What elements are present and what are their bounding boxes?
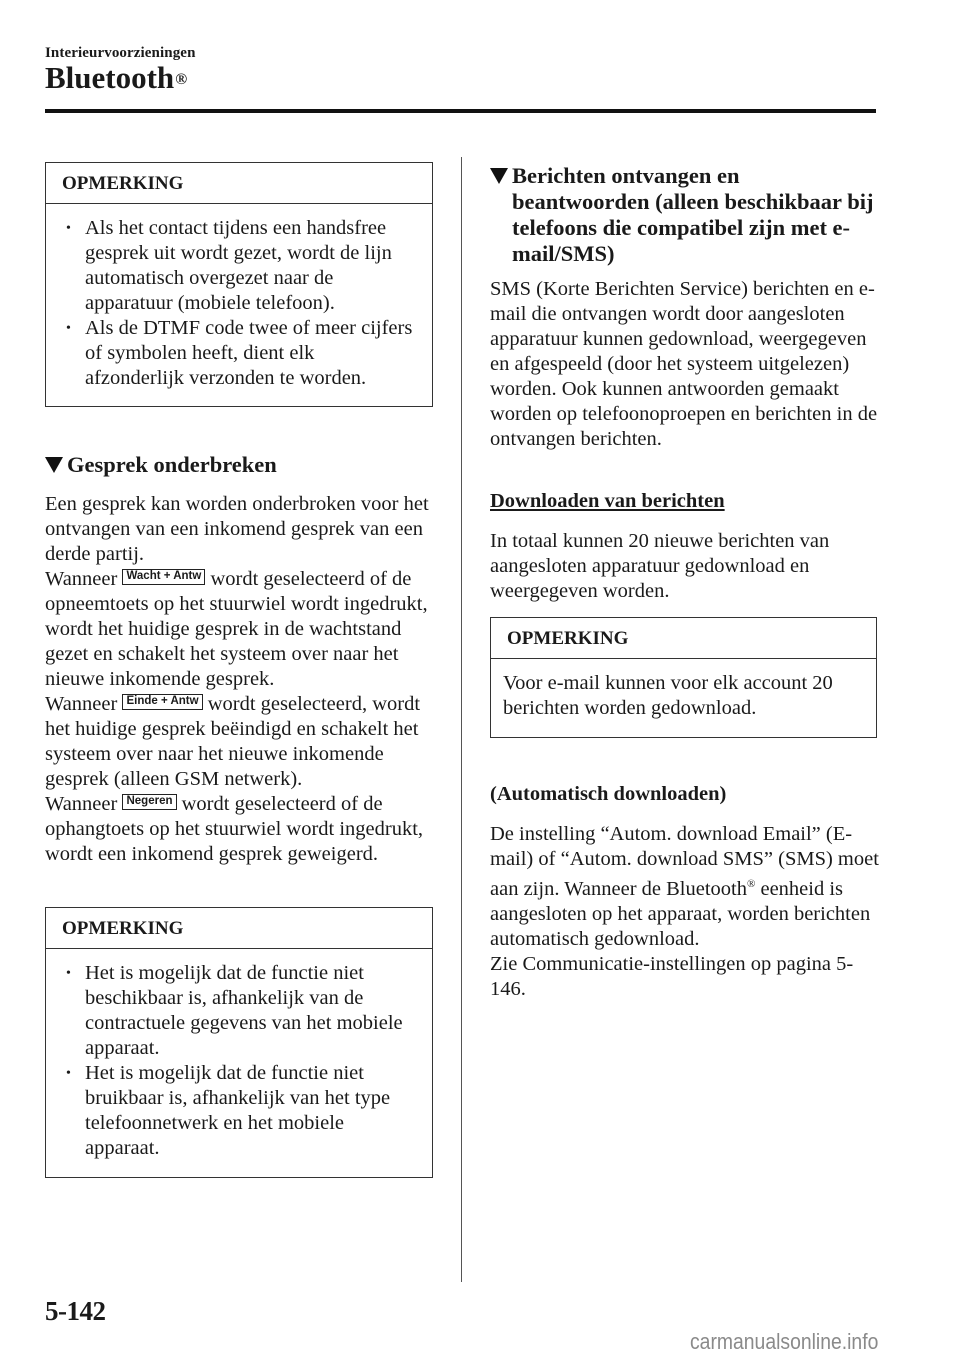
triangle-bullet-icon [490,168,508,184]
section-heading-call-waiting: Gesprek onderbreken [45,452,445,478]
note-item: • Als de DTMF code twee of meer cijfers of symbolen heeft, dient elk afzonderlijk verzonden te worden. [60,316,418,391]
note-box-availability [45,907,433,1178]
auto-download-body [490,822,880,1002]
auto-download-text: De instelling “Autom. download Email” (E-mail) of “Autom. download SMS” (SMS) moet aan zijn. Wanneer de Bluetooth® eenheid is aangesloten op het apparaat, worden berichten automatisch gedownload. [490,823,879,950]
download-heading: Downloaden van berichten [490,490,725,512]
messages-intro: SMS (Korte Berichten Service) berichten en e-mail die ontvangen wordt door aangesloten apparatuur kunnen gedownload, weergegeven en afgespeeld (door het systeem uitgelezen) worden. Ook kunnen antwoorden gemaakt worden op telefoonoproepen en berichten in de ontvangen berichten. [490,278,878,450]
watermark: carmanualsonline.info [690,1329,879,1354]
note-list [60,961,418,1161]
note-label: OPMERKING [491,618,876,659]
note-item: • Het is mogelijk dat de functie niet beschikbaar is, afhankelijk van de contractuele gegevens van het mobiele apparaat. [60,961,418,1061]
ignore-key: Negeren [122,794,176,810]
triangle-bullet-icon [45,457,63,473]
paragraph-end-answer: Wanneer Einde + Antw wordt geselecteerd, wordt het huidige gesprek beëindigd en schakelt het systeem over naar het nieuwe inkomende gesprek (alleen GSM netwerk). [45,693,421,790]
page-reference-link[interactable]: Zie Communicatie-instellingen op pagina 5-146. [490,953,854,1000]
paragraph-hold-answer: Wanneer Wacht + Antw wordt geselecteerd of de opneemtoets op het stuurwiel wordt ingedrukt, wordt het huidige gesprek in de wachtstand gezet en schakelt het systeem over naar het nieuwe inkomende gesprek. [45,568,428,690]
registered-mark: ® [746,878,756,890]
section-heading-messages: Berichten ontvangen en beantwoorden (alleen beschikbaar bij telefoons die compatibel zijn met e-mail/SMS) [490,163,880,267]
download-text: In totaal kunnen 20 nieuwe berichten van aangesloten apparatuur gedownload en weergegeven worden. [490,530,830,602]
registered-mark: ® [175,71,188,88]
end-answer-key: Einde + Antw [122,694,202,710]
note-text: Voor e-mail kunnen voor elk account 20 berichten worden gedownload. [503,672,833,719]
note-label: OPMERKING [46,908,432,949]
paragraph-ignore: Wanneer Negeren wordt geselecteerd of de ophangtoets op het stuurwiel wordt ingedrukt, wordt een inkomend gesprek geweigerd. [45,793,424,865]
auto-download-heading: (Automatisch downloaden) [490,783,727,805]
page-title [45,58,187,98]
hold-answer-key: Wacht + Antw [122,569,205,585]
note-item: • Het is mogelijk dat de functie niet bruikbaar is, afhankelijk van het type telefoonnetwerk en het mobiele apparaat. [60,1061,418,1161]
note-box-email [490,617,877,738]
note-list [60,216,418,391]
note-box-handsfree [45,162,433,407]
intro-paragraph: Een gesprek kan worden onderbroken voor het ontvangen van een inkomend gesprek van een derde partij. [45,493,429,565]
note-label: OPMERKING [46,163,432,204]
note-item: • Als het contact tijdens een handsfree gesprek uit wordt gezet, wordt de lijn automatisch overgezet naar de apparatuur (mobiele telefoon). [60,216,418,316]
page-number: 5-142 [45,1296,106,1326]
section-label: Interieurvoorzieningen [45,45,196,61]
column-divider [461,157,462,1282]
title-rule [45,109,876,113]
call-waiting-body [45,492,445,867]
page-title-text: Bluetooth [45,60,175,95]
